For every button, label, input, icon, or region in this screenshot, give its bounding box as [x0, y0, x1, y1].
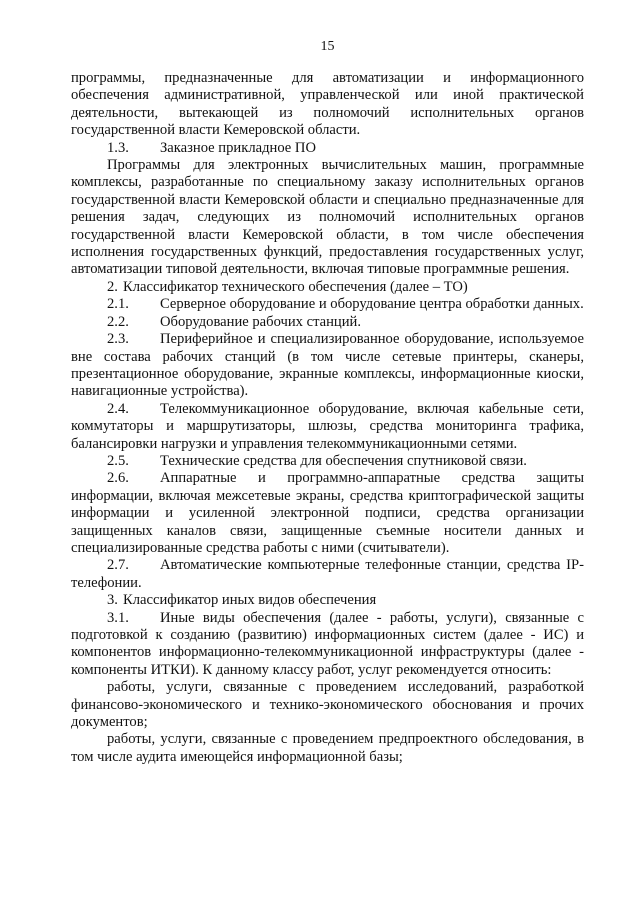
item-number: 2.5. — [107, 452, 129, 469]
item-text: Иные виды обеспечения (далее - работы, услуги), связанные с подготовкой к созданию (развитию) информационных систем (далее - ИС) и компонентов информационно-телекоммуникационной инфраструктуры (далее - компоненты ИТКИ). К данному классу работ, услуг рекомендуется относить: — [71, 609, 584, 678]
numbered-paragraph — [71, 401, 584, 453]
text-paragraph: Программы для электронных вычислительных машин, программные комплексы, разработанные по специальному заказу исполнительных органов государственной власти Кемеровской области и специально предназначенные для решения задач, следующих из полномочий исполнительных органов государственной власти Кемеровской области, в том числе обеспечения исполнения государственных функций, предоставления государственных услуг, автоматизации типовой деятельности, включая типовые программные решения. — [71, 157, 584, 278]
page-number: 15 — [320, 39, 335, 54]
numbered-paragraph — [71, 557, 584, 592]
item-number: 2.7. — [107, 557, 129, 574]
numbered-paragraph — [71, 592, 584, 609]
item-text: Технические средства для обеспечения спутниковой связи. — [160, 452, 527, 469]
numbered-paragraph — [71, 279, 584, 296]
item-text: Периферийное и специализированное оборудование, используемое вне состава рабочих станций (в том числе сетевые принтеры, сканеры, презентационное оборудование, экранные комплексы, информационные киоски, навигационные устройства). — [71, 331, 584, 400]
numbered-paragraph — [71, 140, 584, 157]
item-number: 3. — [107, 592, 118, 609]
item-number: 2.2. — [107, 313, 129, 330]
item-text: Автоматические компьютерные телефонные станции, средства IP-телефонии. — [71, 557, 584, 591]
item-text: Оборудование рабочих станций. — [160, 313, 361, 330]
item-number: 2.6. — [107, 470, 129, 487]
item-text: Аппаратные и программно-аппаратные средства защиты информации, включая межсетевые экраны, средства криптографической защиты информации и усиленной электронной подписи, средства организации защищенных каналов связи, защищенные съемные носители данных и специализированные средства работы с ними (считыватели). — [71, 470, 584, 556]
text-paragraph: работы, услуги, связанные с проведением исследований, разработкой финансово-экономического и технико-экономического обоснования и прочих документов; — [71, 679, 584, 731]
item-text: Классификатор иных видов обеспечения — [123, 592, 377, 609]
item-text: Серверное оборудование и оборудование центра обработки данных. — [160, 296, 584, 313]
numbered-paragraph — [71, 470, 584, 557]
numbered-paragraph — [71, 453, 584, 470]
item-number: 2.1. — [107, 296, 129, 313]
item-number: 2.3. — [107, 331, 129, 348]
text-paragraph: программы, предназначенные для автоматизации и информационного обеспечения административной, управленческой или иной практической деятельности, вытекающей из полномочий исполнительных органов государственной власти Кемеровской области. — [71, 70, 584, 139]
item-number: 2.4. — [107, 400, 129, 417]
numbered-paragraph — [71, 331, 584, 401]
item-number: 3.1. — [107, 609, 129, 626]
item-text: Заказное прикладное ПО — [160, 139, 316, 156]
item-number: 2. — [107, 278, 118, 295]
item-text: Телекоммуникационное оборудование, включая кабельные сети, коммутаторы и маршрутизаторы, шлюзы, средства мониторинга трафика, балансировки нагрузки и управления телекоммуникационными сетями. — [71, 400, 584, 452]
document-body — [71, 70, 584, 766]
numbered-paragraph — [71, 314, 584, 331]
item-text: Классификатор технического обеспечения (далее – ТО) — [123, 278, 468, 295]
numbered-paragraph — [71, 610, 584, 680]
item-number: 1.3. — [107, 139, 129, 156]
numbered-paragraph — [71, 296, 584, 313]
text-paragraph: работы, услуги, связанные с проведением предпроектного обследования, в том числе аудита имеющейся информационной базы; — [71, 731, 584, 765]
